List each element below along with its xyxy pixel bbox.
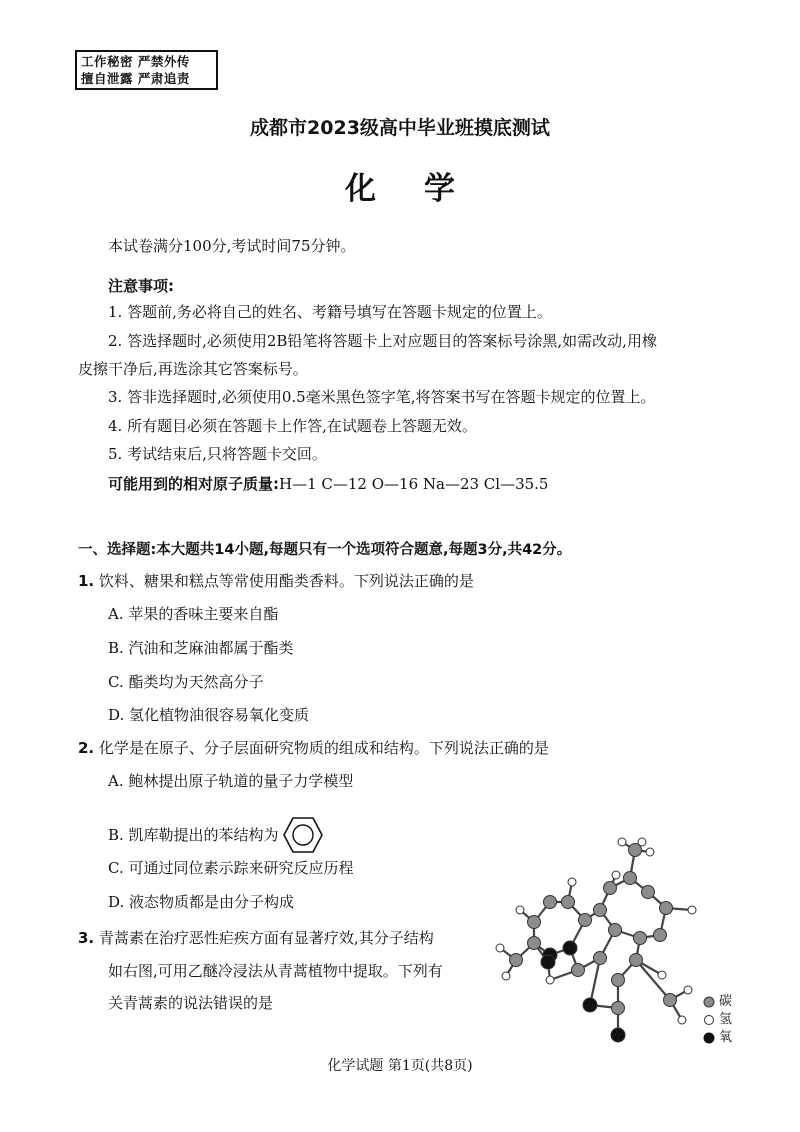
oxygen-atom-icon [703, 1032, 715, 1044]
q2-option-c: C. 可通过同位素示踪来研究反应历程 [108, 859, 354, 877]
note-item-2-cont: 皮擦干净后,再选涂其它答案标号。 [78, 360, 308, 378]
question-stem: 饮料、糖果和糕点等常使用酯类香料。下列说法正确的是 [98, 572, 474, 590]
subject-title: 化学 [345, 171, 503, 207]
question-3-stem-line-3: 关青蒿素的说法错误的是 [108, 994, 274, 1012]
question-1 [78, 571, 474, 591]
q1-option-c: C. 酯类均为天然高分子 [108, 673, 264, 691]
q1-option-d: D. 氢化植物油很容易氧化变质 [108, 706, 310, 724]
legend-carbon-label: 碳 [719, 994, 733, 1009]
legend-oxygen-label: 氧 [719, 1030, 733, 1045]
atom-legend [703, 993, 732, 1047]
q2-option-b [108, 816, 323, 854]
q2-option-d: D. 液态物质都是由分子构成 [108, 893, 295, 911]
note-item-2: 2. 答选择题时,必须使用2B铅笔将答题卡上对应题目的答案标号涂黑,如需改动,用橡 [108, 332, 657, 350]
atomic-mass-values: H—1 C—12 O—16 Na—23 Cl—35.5 [279, 475, 549, 493]
note-item-4: 4. 所有题目必须在答题卡上作答,在试题卷上答题无效。 [108, 417, 477, 435]
confidential-line-2: 擅自泄露 严肃追责 [81, 71, 190, 86]
question-number: 3. [78, 929, 95, 947]
carbon-atom-icon [703, 996, 715, 1008]
exam-title: 成都市2023级高中毕业班摸底测试 [250, 117, 550, 139]
artemisinin-molecule-figure [470, 830, 710, 1050]
question-stem-line-1: 青蒿素在治疗恶性疟疾方面有显著疗效,其分子结构 [98, 929, 434, 947]
note-item-5: 5. 考试结束后,只将答题卡交回。 [108, 445, 327, 463]
q1-option-b: B. 汽油和芝麻油都属于酯类 [108, 639, 294, 657]
confidential-line-1: 工作秘密 严禁外传 [81, 54, 190, 69]
legend-oxygen [703, 1029, 732, 1047]
q2-option-a: A. 鲍林提出原子轨道的量子力学模型 [108, 772, 354, 790]
note-item-3: 3. 答非选择题时,必须使用0.5毫米黑色签字笔,将答案书写在答题卡规定的位置上。 [108, 388, 656, 406]
section-1-heading: 一、选择题:本大题共14小题,每题只有一个选项符合题意,每题3分,共42分。 [78, 542, 572, 558]
question-3-stem-line-2: 如右图,可用乙醚冷浸法从青蒿植物中提取。下列有 [108, 962, 443, 980]
atomic-mass-line [108, 474, 548, 494]
question-number: 2. [78, 739, 95, 757]
note-item-1: 1. 答题前,务必将自己的姓名、考籍号填写在答题卡规定的位置上。 [108, 303, 552, 321]
page-footer: 化学试题 第1页(共8页) [327, 1058, 473, 1074]
question-2 [78, 738, 549, 758]
notes-heading: 注意事项: [108, 277, 174, 295]
question-number: 1. [78, 572, 95, 590]
q2-option-b-text: B. 凯库勒提出的苯结构为 [108, 826, 279, 844]
question-3 [78, 928, 434, 948]
legend-hydrogen [703, 1011, 732, 1029]
legend-carbon [703, 993, 732, 1011]
legend-hydrogen-label: 氢 [719, 1012, 733, 1027]
atomic-mass-label: 可能用到的相对原子质量: [108, 475, 279, 493]
question-stem: 化学是在原子、分子层面研究物质的组成和结构。下列说法正确的是 [98, 739, 549, 757]
exam-intro: 本试卷满分100分,考试时间75分钟。 [108, 237, 356, 255]
benzene-ring-icon [283, 816, 323, 854]
confidential-stamp [75, 50, 218, 90]
q1-option-a: A. 苹果的香味主要来自酯 [108, 605, 279, 623]
hydrogen-atom-icon [703, 1014, 715, 1026]
